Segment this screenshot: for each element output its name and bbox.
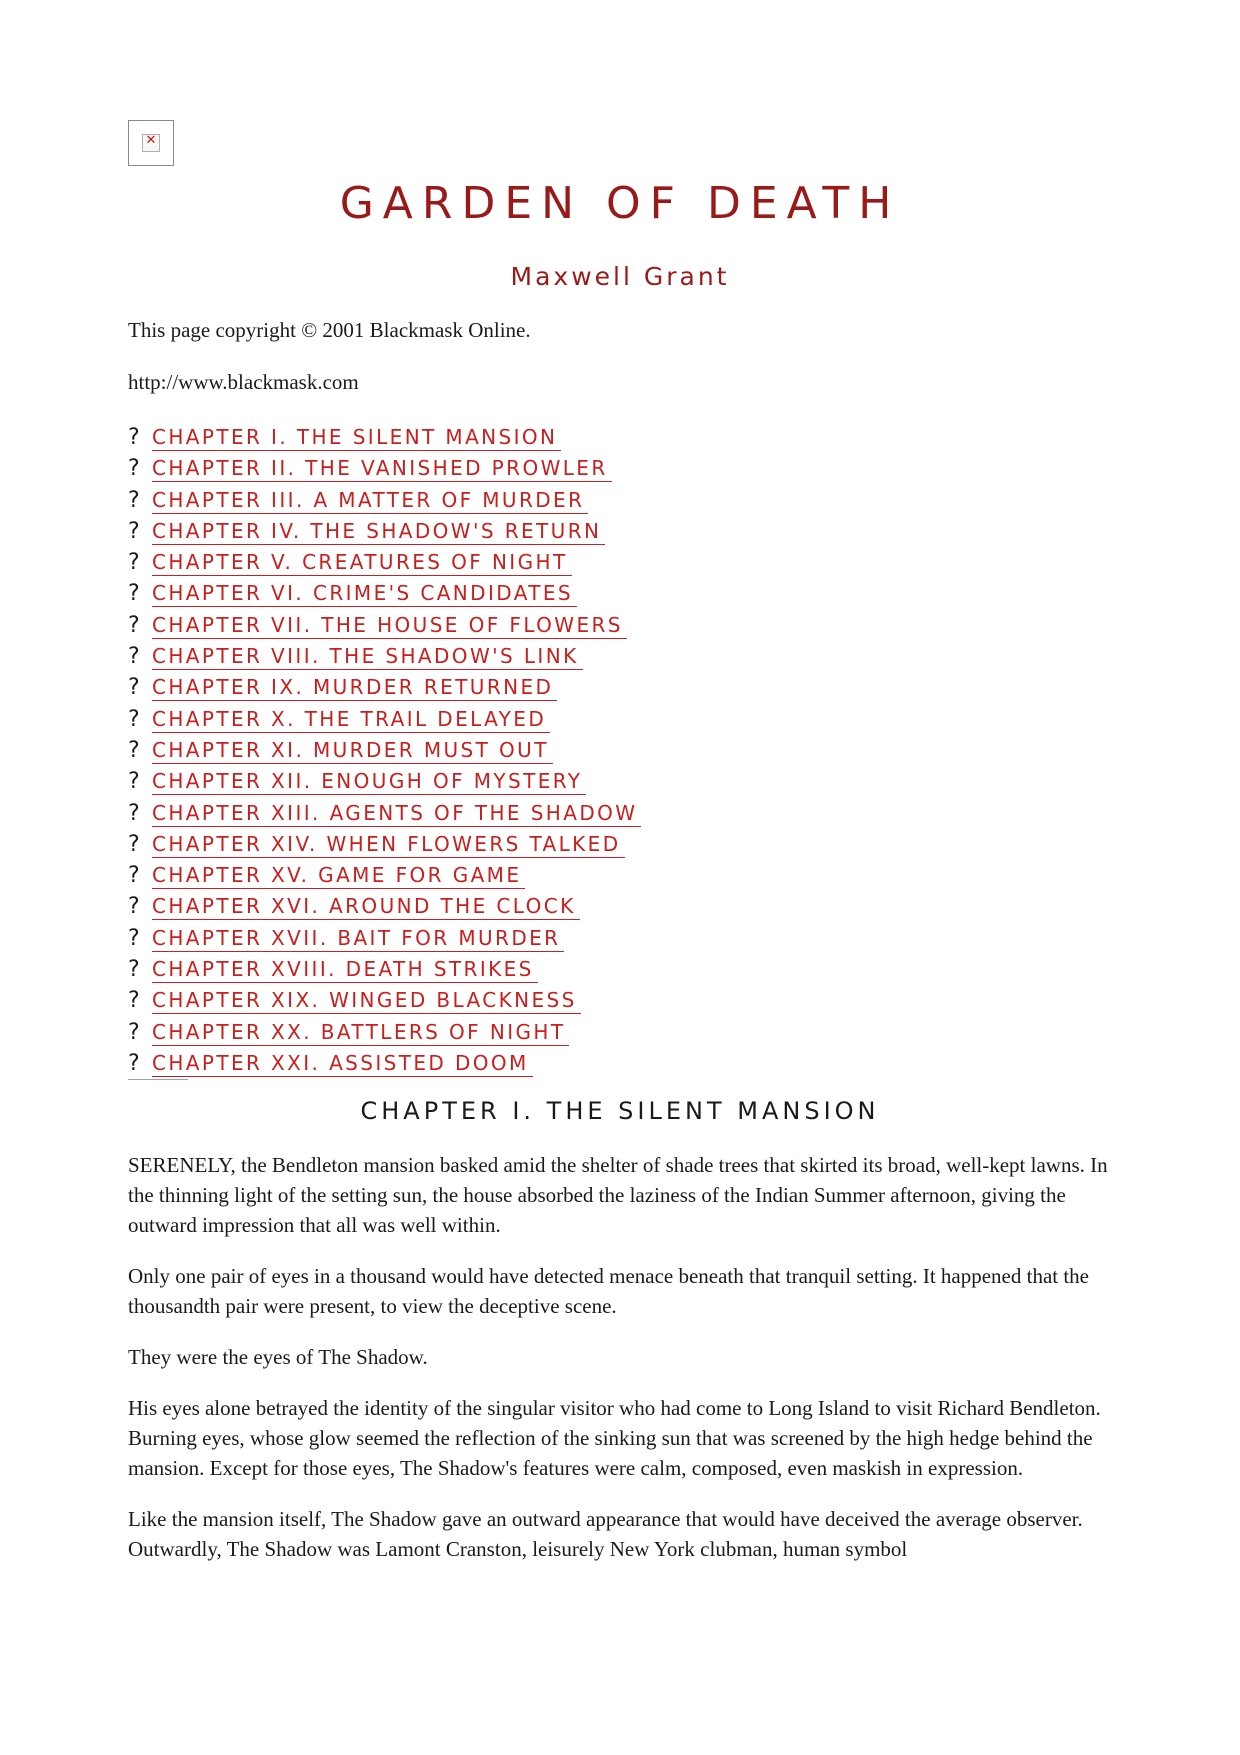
toc-item bbox=[128, 643, 641, 674]
toc-chapter-link[interactable]: CHAPTER XVI. AROUND THE CLOCK bbox=[152, 893, 580, 920]
toc-bullet: ? bbox=[128, 1050, 140, 1076]
toc-bullet: ? bbox=[128, 988, 140, 1014]
body-paragraph: Like the mansion itself, The Shadow gave an outward appearance that would have deceived the average observer. Outwardly, The Shadow was Lamont Cranston, leisurely New York clubman, human symbol bbox=[128, 1507, 1083, 1561]
toc-item bbox=[128, 1050, 641, 1081]
toc-item bbox=[128, 580, 641, 611]
toc-bullet: ? bbox=[128, 769, 140, 795]
toc-bullet: ? bbox=[128, 737, 140, 763]
chapter-body bbox=[128, 1150, 1118, 1585]
toc-item bbox=[128, 1019, 641, 1050]
toc-bullet: ? bbox=[128, 675, 140, 701]
toc-chapter-link[interactable]: CHAPTER III. A MATTER OF MURDER bbox=[152, 487, 588, 514]
book-title: GARDEN OF DEATH bbox=[339, 178, 901, 229]
toc-item bbox=[128, 893, 641, 924]
toc-chapter-link[interactable]: CHAPTER XX. BATTLERS OF NIGHT bbox=[152, 1019, 569, 1046]
toc-chapter-link[interactable]: CHAPTER IV. THE SHADOW'S RETURN bbox=[152, 518, 605, 545]
toc-item bbox=[128, 956, 641, 987]
body-paragraph: His eyes alone betrayed the identity of the singular visitor who had come to Long Island to visit Richard Bendleton. Burning eyes, whose glow seemed the reflection of the sinking sun that was screened by the high hedge behind the mansion. Except for those eyes, The Shadow's features were calm, composed, even maskish in expression. bbox=[128, 1396, 1101, 1480]
toc-bullet: ? bbox=[128, 456, 140, 482]
toc-chapter-link[interactable]: CHAPTER VIII. THE SHADOW'S LINK bbox=[152, 643, 583, 670]
toc-chapter-link[interactable]: CHAPTER IX. MURDER RETURNED bbox=[152, 674, 557, 701]
toc-chapter-link[interactable]: CHAPTER XV. GAME FOR GAME bbox=[152, 862, 525, 889]
body-paragraph: SERENELY, the Bendleton mansion basked amid the shelter of shade trees that skirted its broad, well-kept lawns. In the thinning light of the setting sun, the house absorbed the laziness of the Indian Summer afternoon, giving the outward impression that all was well within. bbox=[128, 1153, 1108, 1237]
toc-item bbox=[128, 925, 641, 956]
toc-bullet: ? bbox=[128, 518, 140, 544]
toc-bullet: ? bbox=[128, 800, 140, 826]
toc-bullet: ? bbox=[128, 612, 140, 638]
toc-chapter-link[interactable]: CHAPTER XIV. WHEN FLOWERS TALKED bbox=[152, 831, 625, 858]
toc-chapter-link[interactable]: CHAPTER X. THE TRAIL DELAYED bbox=[152, 706, 550, 733]
toc-bullet: ? bbox=[128, 925, 140, 951]
toc-chapter-link[interactable]: CHAPTER VI. CRIME'S CANDIDATES bbox=[152, 580, 577, 607]
toc-bullet: ? bbox=[128, 863, 140, 889]
toc-bullet: ? bbox=[128, 581, 140, 607]
chapter-heading: CHAPTER I. THE SILENT MANSION bbox=[360, 1097, 880, 1125]
toc-bullet: ? bbox=[128, 425, 140, 450]
toc-chapter-link[interactable]: CHAPTER XII. ENOUGH OF MYSTERY bbox=[152, 768, 586, 795]
toc-chapter-link[interactable]: CHAPTER V. CREATURES OF NIGHT bbox=[152, 549, 572, 576]
toc-item bbox=[128, 487, 641, 518]
toc-item bbox=[128, 737, 641, 768]
toc-chapter-link[interactable]: CHAPTER XXI. ASSISTED DOOM bbox=[152, 1050, 533, 1077]
toc-bullet: ? bbox=[128, 550, 140, 576]
toc-chapter-link[interactable]: CHAPTER XIX. WINGED BLACKNESS bbox=[152, 987, 581, 1014]
toc-item bbox=[128, 706, 641, 737]
toc-bullet: ? bbox=[128, 1019, 140, 1045]
toc-item bbox=[128, 987, 641, 1018]
toc-chapter-link[interactable]: CHAPTER XIII. AGENTS OF THE SHADOW bbox=[152, 800, 641, 827]
toc-item bbox=[128, 455, 641, 486]
toc-chapter-link[interactable]: CHAPTER VII. THE HOUSE OF FLOWERS bbox=[152, 612, 627, 639]
toc-item bbox=[128, 549, 641, 580]
toc-bullet: ? bbox=[128, 957, 140, 983]
toc-item bbox=[128, 518, 641, 549]
toc-bullet: ? bbox=[128, 706, 140, 732]
toc-bullet: ? bbox=[128, 644, 140, 670]
toc-bullet: ? bbox=[128, 894, 140, 920]
toc-chapter-link[interactable]: CHAPTER XI. MURDER MUST OUT bbox=[152, 737, 553, 764]
book-author: Maxwell Grant bbox=[510, 262, 730, 291]
toc-chapter-link[interactable]: CHAPTER XVII. BAIT FOR MURDER bbox=[152, 925, 564, 952]
toc-bullet: ? bbox=[128, 487, 140, 513]
toc-item bbox=[128, 612, 641, 643]
toc-item bbox=[128, 862, 641, 893]
table-of-contents bbox=[128, 424, 641, 1081]
copyright-notice: This page copyright © 2001 Blackmask Online. bbox=[128, 318, 531, 342]
toc-chapter-link[interactable]: CHAPTER XVIII. DEATH STRIKES bbox=[152, 956, 538, 983]
source-url: http://www.blackmask.com bbox=[128, 370, 359, 394]
toc-item bbox=[128, 768, 641, 799]
toc-divider bbox=[128, 1079, 188, 1084]
toc-chapter-link[interactable]: CHAPTER I. THE SILENT MANSION bbox=[152, 424, 561, 451]
toc-item bbox=[128, 800, 641, 831]
toc-bullet: ? bbox=[128, 831, 140, 857]
broken-image-icon: ✕ bbox=[128, 120, 174, 166]
body-paragraph: Only one pair of eyes in a thousand would have detected menace beneath that tranquil setting. It happened that the thousandth pair were present, to view the deceptive scene. bbox=[128, 1264, 1090, 1318]
toc-item bbox=[128, 831, 641, 862]
toc-chapter-link[interactable]: CHAPTER II. THE VANISHED PROWLER bbox=[152, 455, 612, 482]
body-paragraph: They were the eyes of The Shadow. bbox=[128, 1345, 428, 1369]
toc-item bbox=[128, 674, 641, 705]
toc-item bbox=[128, 424, 641, 455]
